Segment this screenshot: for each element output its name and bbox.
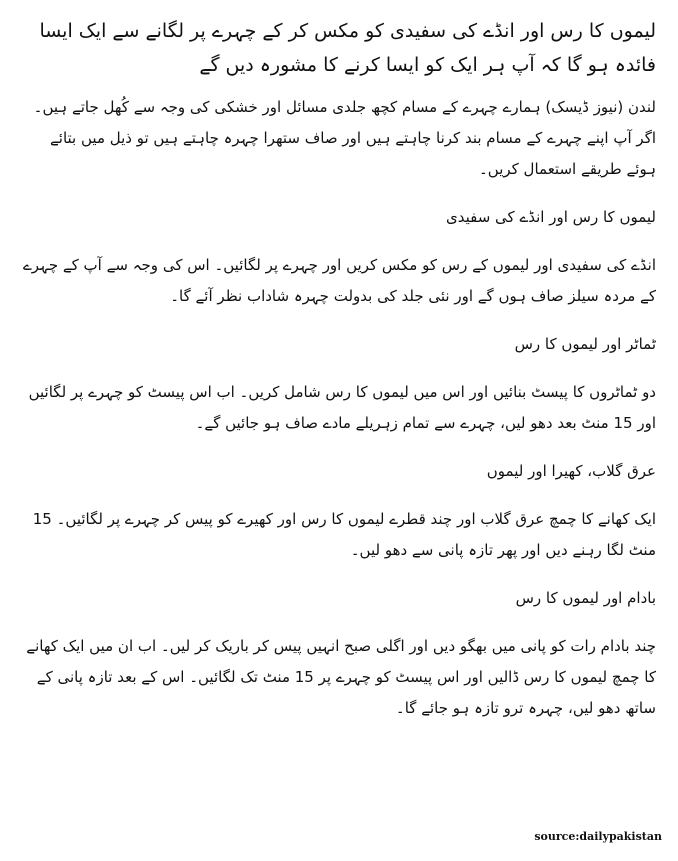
article-title: لیموں کا رس اور انڈے کی سفیدی کو مکس کر کے چہرے پر لگانے سے ایک ایسا فائدہ ہو گا کہ آپ ہر ایک کو ایسا کرنے کا مشورہ دیں گے [39,20,656,76]
section-body-rosewater-cucumber-lemon: ایک کھانے کا چمچ عرق گلاب اور چند قطرے لیموں کا رس اور کھیرے کو پیس کر چہرے پر لگائیں۔ 15 منٹ لگا رہنے دیں اور پھر تازہ پانی سے دھو لیں۔ [32,510,656,559]
intro-paragraph: لندن (نیوز ڈیسک) ہمارے چہرے کے مسام کچھ جلدی مسائل اور خشکی کی وجہ سے کُھل جاتے ہیں۔ اگر آپ اپنے چہرے کے مسام بند کرنا چاہتے ہیں اور صاف ستھرا چہرہ چاہتے ہیں تو ذیل میں بتائے ہوئے طریقے استعمال کریں۔ [33,98,656,178]
section-heading-tomato-lemon: ٹماٹر اور لیموں کا رس [514,335,656,353]
section-heading-lemon-egg-white: لیموں کا رس اور انڈے کی سفیدی [445,208,656,226]
section-heading-almond-lemon: بادام اور لیموں کا رس [515,589,656,607]
section-heading-rosewater-cucumber-lemon: عرق گلاب، کھیرا اور لیموں [486,462,656,480]
section-body-tomato-lemon: دو ٹماٹروں کا پیسٹ بنائیں اور اس میں لیموں کا رس شامل کریں۔ اب اس پیسٹ کو چہرے پر لگائیں اور 15 منٹ بعد دھو لیں، چہرے سے تمام زہریلے مادے صاف ہو جائیں گے۔ [28,383,656,432]
article-body [22,14,656,741]
section-body-almond-lemon: چند بادام رات کو پانی میں بھگو دیں اور اگلی صبح انہیں پیس کر باریک کر لیں۔ اب ان میں ایک کھانے کا چمچ لیموں کا رس ڈالیں اور اس پیسٹ کو چہرے پر 15 منٹ تک لگائیں۔ اس کے بعد تازہ پانی کے ساتھ دھو لیں، چہرہ ترو تازہ ہو جائے گا۔ [26,637,656,717]
section-body-lemon-egg-white: انڈے کی سفیدی اور لیموں کے رس کو مکس کریں اور چہرے پر لگائیں۔ اس کی وجہ سے آپ کے چہرے کے مردہ سیلز صاف ہوں گے اور نئی جلد کی بدولت چہرہ شاداب نظر آئے گا۔ [22,256,656,305]
source-credit: source:dailypakistan [534,830,662,843]
